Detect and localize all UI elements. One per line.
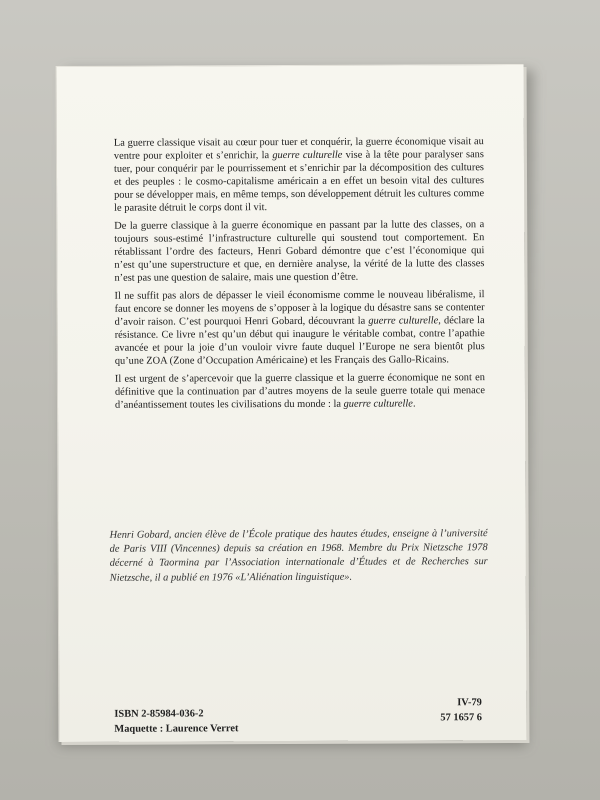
emphasis-guerre-culturelle: guerre culturelle — [272, 149, 343, 162]
colophon-left — [114, 706, 238, 737]
blurb-paragraph-2: De la guerre classique à la guerre économique en passant par la lutte des classes, on a toujours sous-estimé l’infrastructure culturelle qui soustend tout comportement. En rétablissant l’ordre des facteurs, Henri Gobard démontre que c’est l’économique qui n’est qu’une superstructure et que, en dernière analyse, la vérité de la lutte des classes n’est pas une question de salaire, mais une question d’être. — [114, 219, 485, 284]
emphasis-guerre-culturelle: guerre culturelle — [343, 398, 413, 410]
blurb-paragraph-3: Il ne suffit pas alors de dépasser le vieil économisme comme le nouveau libéralisme, il faut encore se donner les moyens de s’opposer à la logique du désastre sans se contenter d’avoir raison. C’est pourquoi Henri Gobard, découvrant la guerre culturelle, déclare la résistance. Ce livre n’est qu’un début qui inaugure le véritable combat, contre l’apathie avancée et pour la joie d’un vouloir vivre faute duquel l’Europe ne sera bientôt plus qu’une ZOA (Zone d’Occupation Américaine) et les Français des Gallo-Ricains. — [114, 289, 485, 367]
design-credit: Maquette : Laurence Verret — [114, 723, 239, 735]
blurb-paragraph-1: La guerre classique visait au cœur pour tuer et conquérir, la guerre économique visait au ventre pour exploiter et s’enrichir, la guerre culturelle vise à la tête pour paralyser sans tuer, pour conquérir par le pourrissement et s’enrichir par la décomposition des cultures et des peuples : le cosmo-capitalisme américain a en effet un besoin vital des cultures pour se développer mais, en même temps, son développement détruit les cultures comme le parasite détruit le corps dont il vit. — [113, 136, 485, 214]
edition-code: IV-79 — [457, 697, 482, 709]
isbn-number: ISBN 2-85984-036-2 — [114, 708, 204, 720]
author-bio: Henri Gobard, ancien élève de l’École pratique des hautes études, enseigne à l’université de Paris VIII (Vincennes) depuis sa création en 1968. Membre du Prix Nietzsche 1978 décerné à Taormina par l’Association internationale d’Études et de Recherches sur Nietzsche, il a publié en 1976 «L’Aliénation linguistique». — [109, 528, 488, 584]
colophon-right — [440, 695, 482, 725]
blurb-text — [114, 135, 485, 417]
book-back-cover — [56, 64, 527, 742]
blurb-paragraph-4: Il est urgent de s’apercevoir que la guerre classique et la guerre économique ne sont en définitive que la continuation par d’autres moyens de la seule guerre totale qui menace d’anéantissement toutes les civilisations du monde : la guerre culturelle. — [114, 372, 485, 411]
catalog-code: 57 1657 6 — [440, 712, 482, 724]
emphasis-guerre-culturelle: guerre culturelle — [368, 315, 439, 327]
